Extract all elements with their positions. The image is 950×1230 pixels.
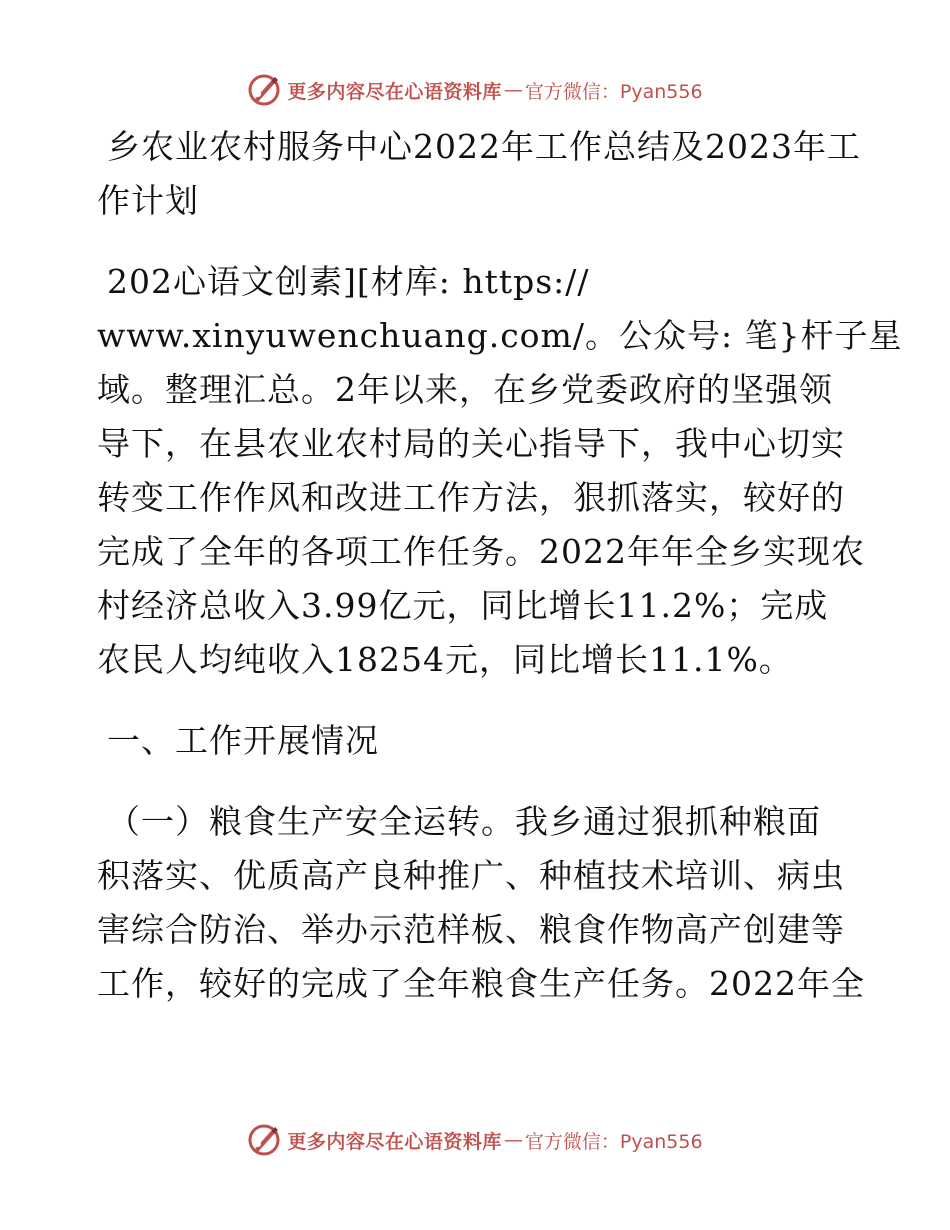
pen-logo-icon [247, 1123, 281, 1157]
paragraph-line: （一）粮食生产安全运转。我乡通过狠抓种粮面 [107, 802, 821, 841]
document-title-line-1: 乡农业农村服务中心2022年工作总结及2023年工 [107, 127, 861, 166]
paragraph-line: 202心语文创素][材库: https:// [107, 262, 590, 301]
paragraph-line: 村经济总收入3.99亿元，同比增长11.2%；完成 [97, 586, 829, 625]
paragraph-line: 积落实、优质高产良种推广、种植技术培训、病虫 [97, 856, 845, 895]
banner-wechat: 官方微信：Pyan556 [524, 1130, 703, 1153]
banner-wechat: 官方微信：Pyan556 [524, 80, 703, 103]
banner-text: 更多内容尽在心语资料库 [287, 1130, 502, 1153]
banner-separator: — [503, 1129, 523, 1151]
paragraph-line: 完成了全年的各项工作任务。2022年年全乡实现农 [97, 532, 865, 571]
paragraph-line: www.xinyuwenchuang.com/。公众号: 笔}杆子星 [97, 316, 903, 355]
paragraph-line: 转变工作作风和改进工作方法，狠抓落实，较好的 [97, 478, 845, 517]
paragraph-line: 域。整理汇总。2年以来，在乡党委政府的坚强领 [97, 370, 833, 409]
paragraph-line: 工作，较好的完成了全年粮食生产任务。2022年全 [97, 964, 865, 1003]
paragraph-line: 农民人均纯收入18254元，同比增长11.1%。 [97, 640, 793, 679]
document-title-line-2: 作计划 [97, 181, 199, 220]
footer-banner [0, 1120, 950, 1160]
paragraph-line: 导下，在县农业农村局的关心指导下，我中心切实 [97, 424, 845, 463]
header-banner [0, 70, 950, 110]
document-body [97, 120, 903, 1011]
pen-logo-icon [247, 73, 281, 107]
paragraph-line: 害综合防治、举办示范样板、粮食作物高产创建等 [97, 910, 845, 949]
banner-text: 更多内容尽在心语资料库 [287, 80, 502, 103]
banner-separator: — [503, 79, 523, 101]
section-heading: 一、工作开展情况 [107, 721, 379, 760]
